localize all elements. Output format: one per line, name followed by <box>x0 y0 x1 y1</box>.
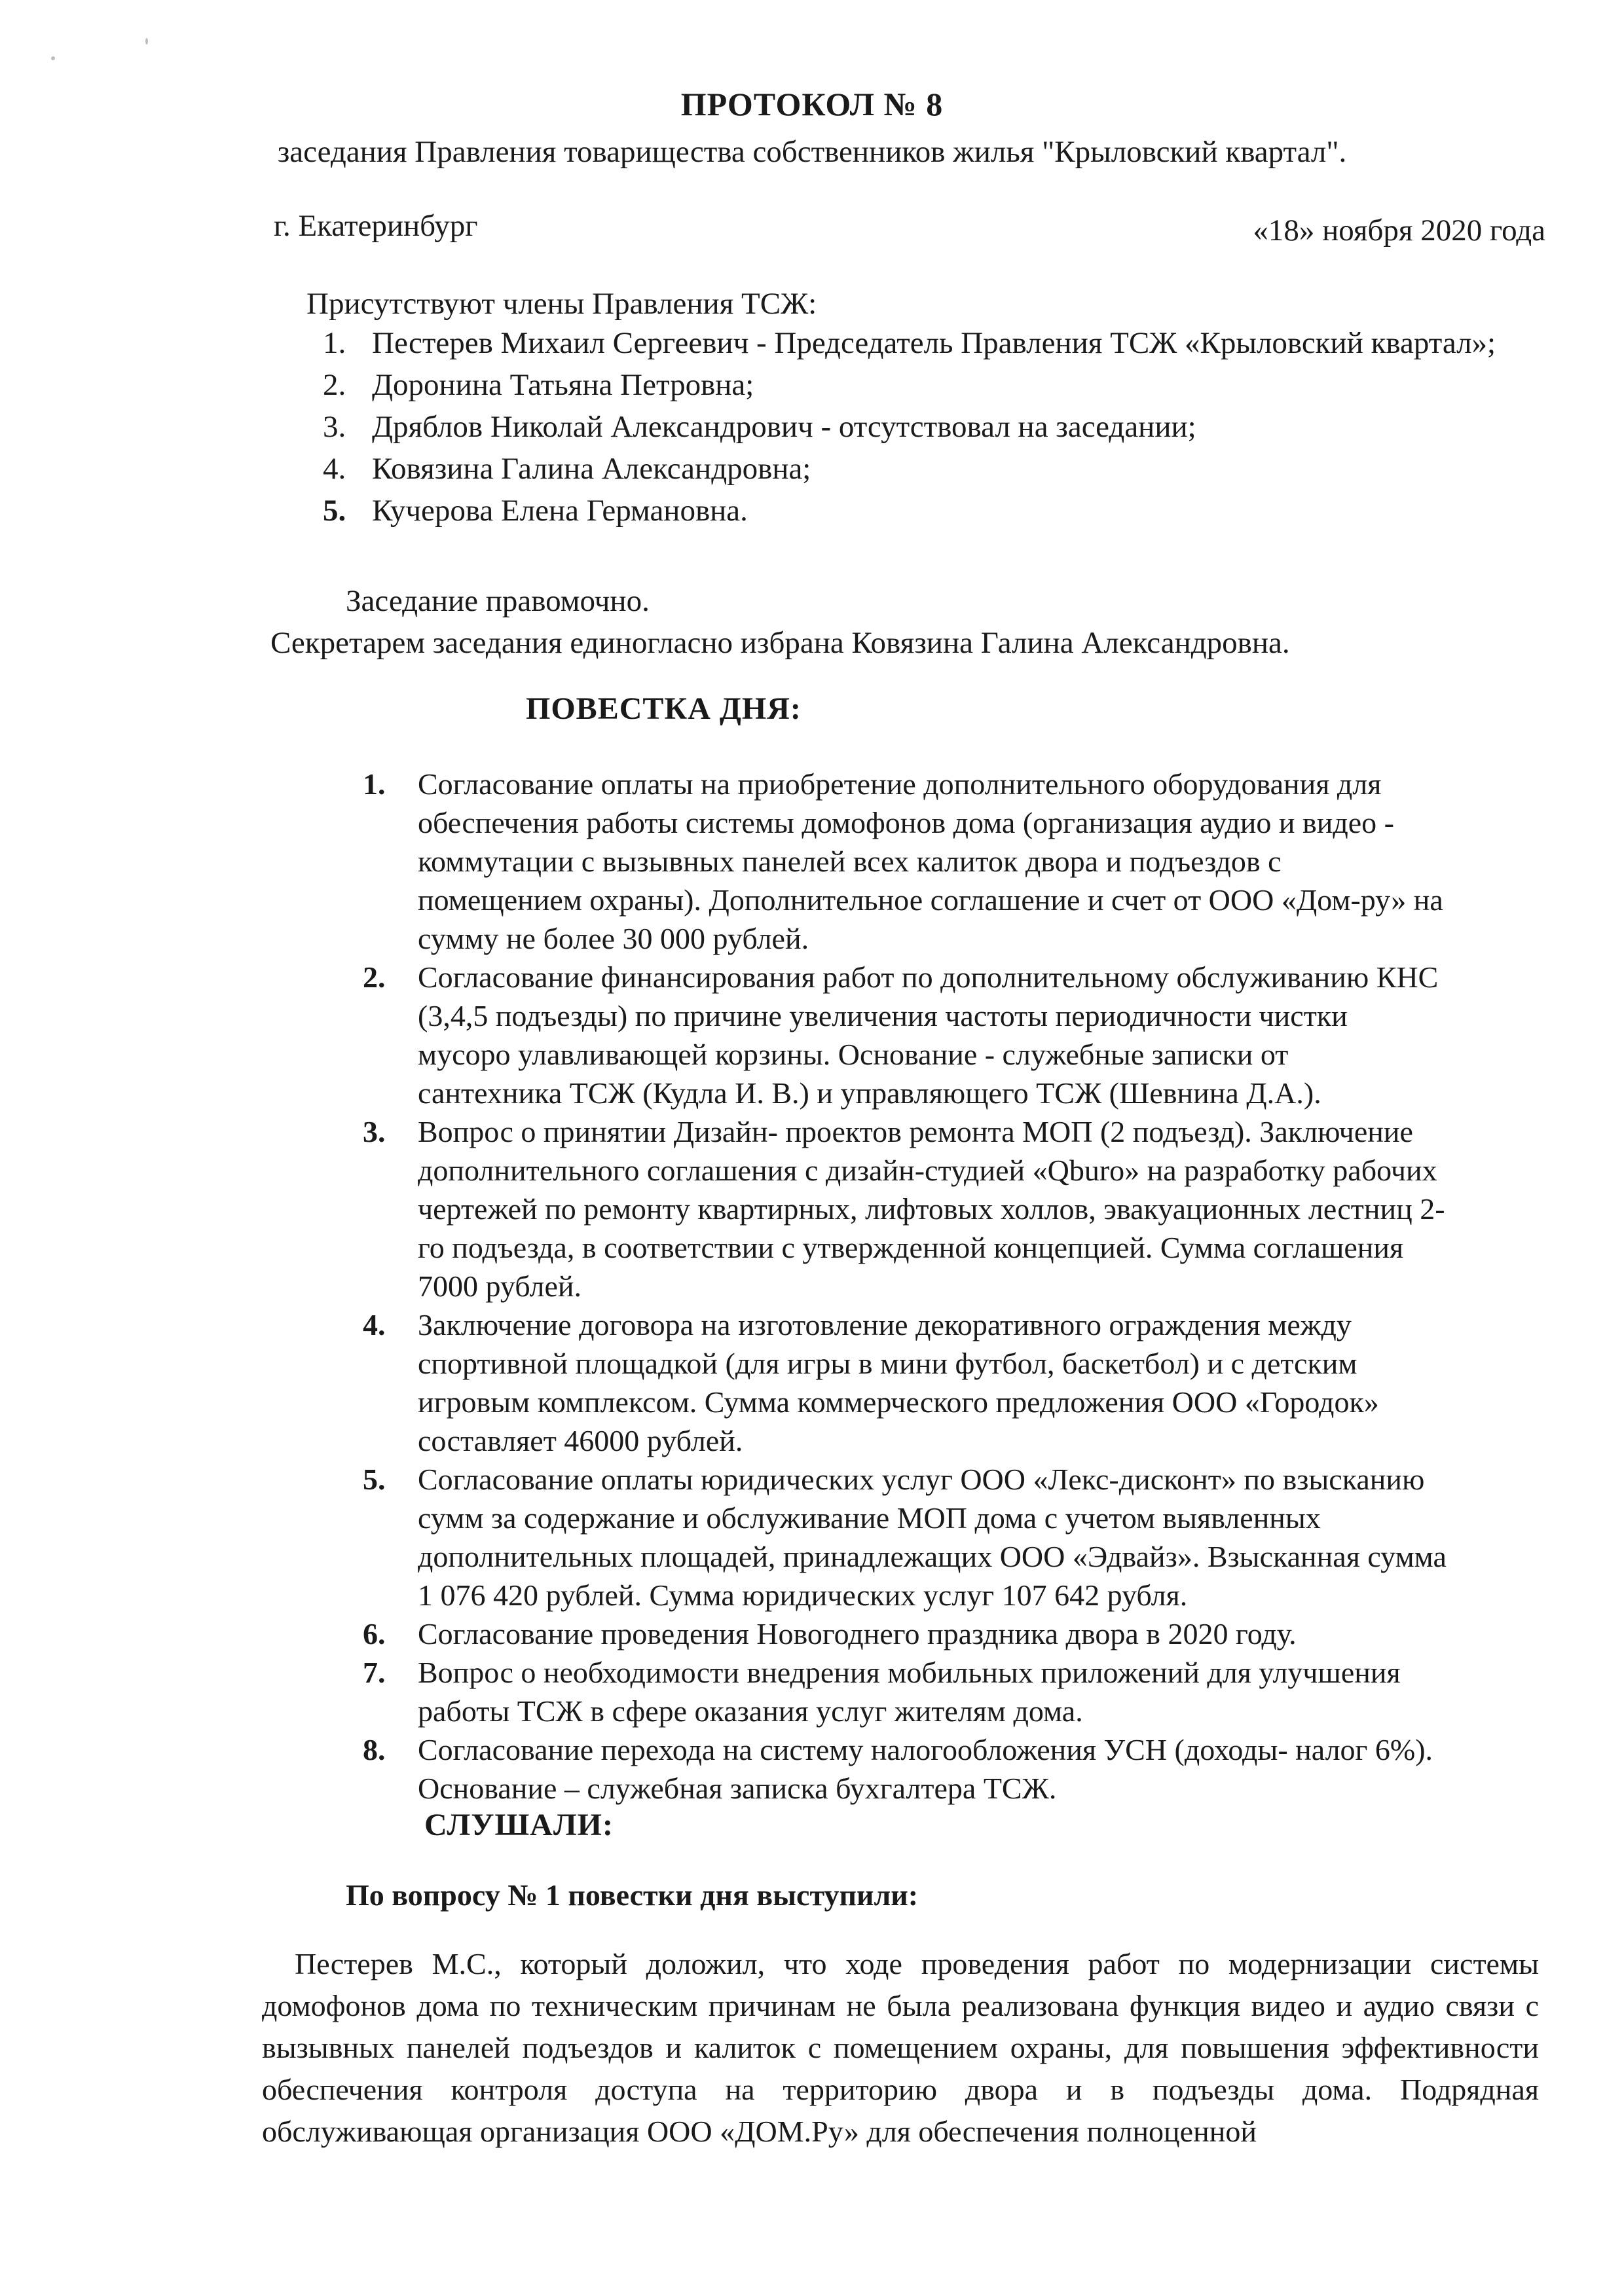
agenda-item <box>359 1730 1538 1808</box>
document-subtitle: заседания Правления товарищества собственников жилья "Крыловский квартал". <box>277 135 1347 169</box>
heard-heading: СЛУШАЛИ: <box>424 1808 614 1842</box>
agenda-item-line: мусоро улавливающей корзины. Основание - служебные записки от <box>418 1038 1289 1071</box>
member-text: Дряблов Николай Александрович - отсутствовал на заседании; <box>372 410 1196 444</box>
agenda-item-line: 1 076 420 рублей. Сумма юридических услуг 107 642 рубля. <box>418 1578 1188 1612</box>
agenda-item-line: обеспечения работы системы домофонов дома (организация аудио и видео - <box>418 806 1394 839</box>
scan-speck <box>51 56 55 60</box>
agenda-heading: ПОВЕСТКА ДНЯ: <box>526 691 802 726</box>
agenda-item <box>359 1614 1538 1653</box>
agenda-item-number: 7. <box>363 1656 386 1689</box>
question-1-heading: По вопросу № 1 повестки дня выступили: <box>346 1878 919 1912</box>
agenda-item-line: Заключение договора на изготовление декоративного ограждения между <box>418 1308 1352 1341</box>
agenda-item-line: сумму не более 30 000 рублей. <box>418 922 809 955</box>
agenda-item-line: помещением охраны). Дополнительное соглашение и счет от ООО «Дом-ру» на <box>418 883 1443 917</box>
agenda-item <box>359 958 1538 1112</box>
meeting-date: «18» ноября 2020 года <box>1253 213 1545 247</box>
member-text: Доронина Татьяна Петровна; <box>372 368 754 402</box>
agenda-item-line: чертежей по ремонту квартирных, лифтовых холлов, эвакуационных лестниц 2- <box>418 1192 1445 1226</box>
agenda-item-line: Согласование проведения Новогоднего праздника двора в 2020 году. <box>418 1617 1297 1650</box>
agenda-item <box>359 1305 1538 1460</box>
member-item <box>306 406 1551 448</box>
member-item <box>306 490 1551 532</box>
member-number: 3. <box>323 410 346 444</box>
agenda-item-line: Согласование оплаты на приобретение дополнительного оборудования для <box>418 767 1382 801</box>
city: г. Екатеринбург <box>274 209 478 243</box>
member-text: Ковязина Галина Александровна; <box>372 452 811 486</box>
agenda-item-line: дополнительного соглашения с дизайн-студией «Qburo» на разработку рабочих <box>418 1154 1437 1187</box>
member-number: 5. <box>323 494 346 528</box>
member-text: Пестерев Михаил Сергеевич - Председатель Правления ТСЖ «Крыловский квартал»; <box>372 326 1496 360</box>
agenda-item-line: Согласование финансирования работ по дополнительному обслуживанию КНС <box>418 960 1439 994</box>
agenda-item-line: Согласование оплаты юридических услуг ООО «Лекс-дисконт» по взысканию <box>418 1463 1425 1496</box>
member-item <box>306 364 1551 406</box>
secretary-statement: Секретарем заседания единогласно избрана Ковязина Галина Александровна. <box>270 626 1290 660</box>
agenda-item-line: (3,4,5 подъезды) по причине увеличения частоты периодичности чистки <box>418 999 1348 1032</box>
agenda-item-line: Вопрос о принятии Дизайн- проектов ремонта МОП (2 подъезд). Заключение <box>418 1115 1413 1148</box>
agenda-item <box>359 765 1538 958</box>
agenda-item-line: 7000 рублей. <box>418 1269 582 1303</box>
agenda-item-number: 8. <box>363 1733 386 1766</box>
agenda-item-line: го подъезда, в соответствии с утвержденной концепцией. Сумма соглашения <box>418 1231 1404 1264</box>
agenda-item-number: 2. <box>363 960 386 994</box>
agenda-item-line: спортивной площадкой (для игры в мини футбол, баскетбол) и с детским <box>418 1347 1357 1380</box>
agenda-item <box>359 1460 1538 1614</box>
agenda-item-number: 1. <box>363 767 386 801</box>
agenda-item <box>359 1653 1538 1730</box>
member-item <box>306 448 1551 490</box>
quorum-statement: Заседание правомочно. <box>346 584 650 618</box>
agenda-item-number: 5. <box>363 1463 386 1496</box>
agenda-item-line: Основание – служебная записка бухгалтера ТСЖ. <box>418 1772 1057 1805</box>
agenda-item-number: 4. <box>363 1308 386 1341</box>
members-list <box>306 322 1551 532</box>
document-title: ПРОТОКОЛ № 8 <box>680 86 944 122</box>
agenda-item <box>359 1112 1538 1305</box>
agenda-item-line: Согласование перехода на систему налогообложения УСН (доходы- налог 6%). <box>418 1733 1433 1766</box>
agenda-item-line: дополнительных площадей, принадлежащих ООО «Эдвайз». Взысканная сумма <box>418 1540 1447 1573</box>
question-1-paragraph: Пестерев М.С., который доложил, что ходе проведения работ по модернизации системы домофонов дома по техническим причинам не была реализована функция видео и аудио связи с вызывных панелей подъездов и калиток с помещением охраны, для повышения эффективности обеспечения контроля доступа на территорию двора и в подъезды дома. Подрядная обслуживающая организация ООО «ДОМ.Ру» для обеспечения полноценной <box>262 1947 1539 2148</box>
agenda-item-line: Вопрос о необходимости внедрения мобильных приложений для улучшения <box>418 1656 1401 1689</box>
agenda-item-line: коммутации с вызывных панелей всех калиток двора и подъездов с <box>418 845 1282 878</box>
member-number: 1. <box>323 326 346 360</box>
agenda-item-line: игровым комплексом. Сумма коммерческого предложения ООО «Городок» <box>418 1385 1379 1419</box>
agenda-item-line: сумм за содержание и обслуживание МОП дома с учетом выявленных <box>418 1501 1321 1535</box>
agenda-item-line: составляет 46000 рублей. <box>418 1424 743 1457</box>
agenda-item-line: сантехника ТСЖ (Кудла И. В.) и управляющего ТСЖ (Шевнина Д.А.). <box>418 1076 1321 1110</box>
member-number: 2. <box>323 368 346 402</box>
member-number: 4. <box>323 452 346 486</box>
member-item <box>306 322 1551 364</box>
agenda-list <box>359 765 1538 1808</box>
agenda-item-number: 6. <box>363 1617 386 1650</box>
members-heading: Присутствуют члены Правления ТСЖ: <box>306 287 817 321</box>
agenda-item-line: работы ТСЖ в сфере оказания услуг жителям дома. <box>418 1694 1083 1728</box>
member-text: Кучерова Елена Германовна. <box>372 494 748 528</box>
agenda-item-number: 3. <box>363 1115 386 1148</box>
scan-speck <box>145 38 148 45</box>
